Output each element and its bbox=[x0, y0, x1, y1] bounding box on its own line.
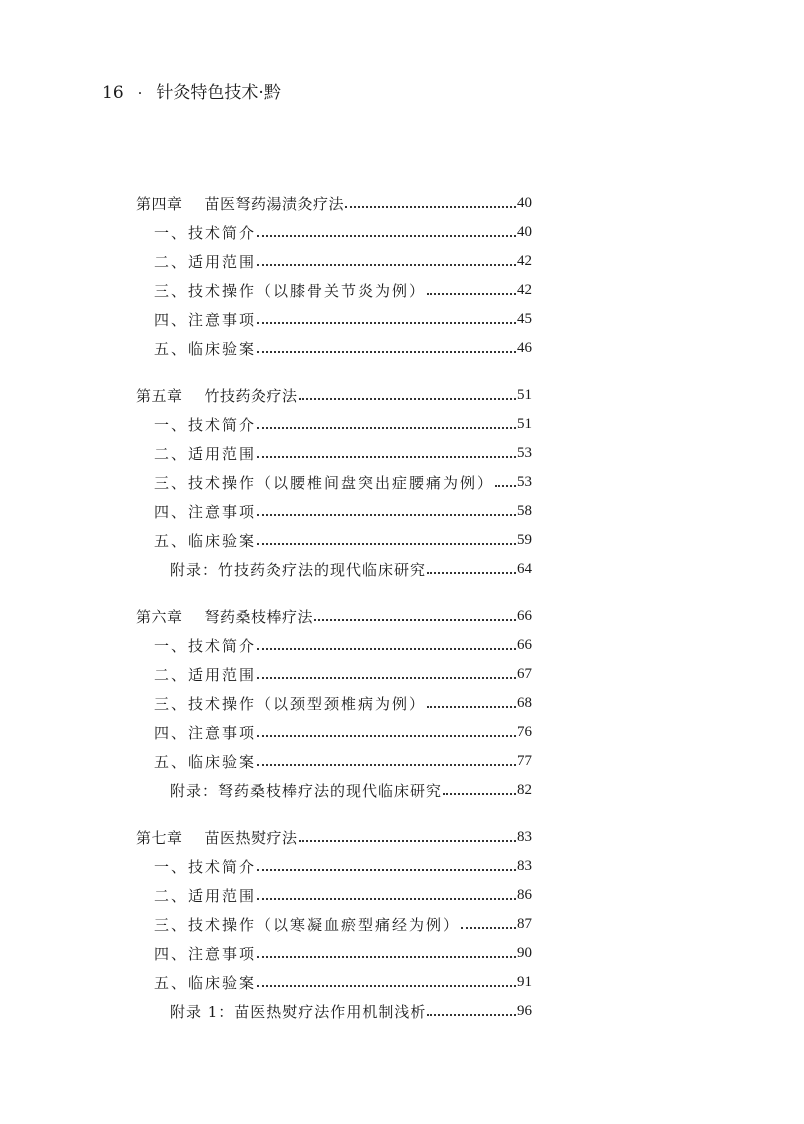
header-page-number: 16 bbox=[102, 83, 124, 103]
toc-page-number: 66 bbox=[517, 637, 532, 653]
dot-leader bbox=[257, 955, 516, 958]
dot-leader bbox=[427, 705, 516, 708]
toc-chapter-entry[interactable] bbox=[136, 823, 532, 852]
toc-section-entry[interactable] bbox=[136, 689, 532, 718]
dot-leader bbox=[257, 647, 516, 650]
toc-section-entry[interactable] bbox=[136, 439, 532, 468]
toc-entry-title: 二、适用范围 bbox=[154, 666, 257, 684]
toc-section-entry[interactable] bbox=[136, 276, 532, 305]
toc-chapter-name: 苗医弩药湯渍灸疗法 bbox=[204, 195, 345, 213]
dot-leader bbox=[257, 350, 516, 353]
toc-page-number: 40 bbox=[517, 224, 532, 240]
toc-entry-title: 三、技术操作（以膝骨关节炎为例） bbox=[154, 282, 427, 300]
dot-leader bbox=[257, 426, 516, 429]
toc-chapter-name: 苗医热熨疗法 bbox=[204, 829, 298, 847]
dot-leader bbox=[443, 792, 516, 795]
toc-section-entry[interactable] bbox=[136, 747, 532, 776]
toc-entry-title: 一、技术简介 bbox=[154, 416, 257, 434]
toc-section-entry[interactable] bbox=[136, 718, 532, 747]
toc-chapter-name: 竹技药灸疗法 bbox=[204, 387, 298, 405]
toc-section-entry[interactable] bbox=[136, 410, 532, 439]
toc-entry-title: 一、技术简介 bbox=[154, 224, 257, 242]
toc-section-entry[interactable] bbox=[136, 939, 532, 968]
dot-leader bbox=[299, 839, 516, 842]
toc-entry-title: 五、临床验案 bbox=[154, 340, 257, 358]
dot-leader bbox=[427, 571, 516, 574]
toc-page-number: 53 bbox=[517, 445, 532, 461]
toc-page-number: 51 bbox=[517, 416, 532, 432]
dot-leader bbox=[257, 734, 516, 737]
toc-page-number: 90 bbox=[517, 945, 532, 961]
toc-entry-title: 五、临床验案 bbox=[154, 532, 257, 550]
toc-chapter bbox=[136, 189, 532, 363]
dot-leader bbox=[257, 263, 516, 266]
toc-chapter-number: 第七章 bbox=[136, 829, 183, 847]
toc-section-entry[interactable] bbox=[136, 881, 532, 910]
toc-entry-title: 三、技术操作（以腰椎间盘突出症腰痛为例） bbox=[154, 474, 495, 492]
toc-entry-title: 二、适用范围 bbox=[154, 253, 257, 271]
dot-leader bbox=[299, 397, 516, 400]
dot-leader bbox=[345, 205, 516, 208]
toc-page-number: 58 bbox=[517, 503, 532, 519]
dot-leader bbox=[314, 618, 516, 621]
toc-appendix-entry[interactable] bbox=[136, 555, 532, 584]
toc-chapter bbox=[136, 823, 532, 1026]
toc-entry-title: 五、临床验案 bbox=[154, 974, 257, 992]
toc-entry-title: 四、注意事项 bbox=[154, 503, 257, 521]
toc-chapter bbox=[136, 602, 532, 805]
toc-page-number: 42 bbox=[517, 253, 532, 269]
toc-page-number: 64 bbox=[517, 561, 532, 577]
toc-section-entry[interactable] bbox=[136, 852, 532, 881]
toc-chapter-number: 第四章 bbox=[136, 195, 183, 213]
toc-entry-title: 附录：弩药桑枝棒疗法的现代临床研究 bbox=[170, 782, 443, 800]
toc-page-number: 53 bbox=[517, 474, 532, 490]
toc-page-number: 82 bbox=[517, 782, 532, 798]
dot-leader bbox=[257, 542, 516, 545]
toc-page-number: 67 bbox=[517, 666, 532, 682]
toc-chapter-number: 第五章 bbox=[136, 387, 183, 405]
toc-section-entry[interactable] bbox=[136, 305, 532, 334]
toc-page-number: 86 bbox=[517, 887, 532, 903]
dot-leader bbox=[257, 897, 516, 900]
toc-page-number: 76 bbox=[517, 724, 532, 740]
dot-leader bbox=[257, 455, 516, 458]
toc-entry-title: 四、注意事项 bbox=[154, 311, 257, 329]
toc-entry-title: 一、技术简介 bbox=[154, 858, 257, 876]
toc-entry-title: 二、适用范围 bbox=[154, 887, 257, 905]
toc-section-entry[interactable] bbox=[136, 334, 532, 363]
toc-page-number: 42 bbox=[517, 282, 532, 298]
dot-leader bbox=[427, 1013, 516, 1016]
toc-appendix-entry[interactable] bbox=[136, 997, 532, 1026]
dot-leader bbox=[257, 984, 516, 987]
dot-leader bbox=[257, 676, 516, 679]
toc-entry-title: 附录：竹技药灸疗法的现代临床研究 bbox=[170, 561, 427, 579]
toc-chapter-title bbox=[136, 606, 313, 627]
toc-page-number: 59 bbox=[517, 532, 532, 548]
table-of-contents bbox=[136, 189, 532, 1044]
toc-chapter-entry[interactable] bbox=[136, 602, 532, 631]
toc-chapter-entry[interactable] bbox=[136, 189, 532, 218]
toc-section-entry[interactable] bbox=[136, 526, 532, 555]
toc-section-entry[interactable] bbox=[136, 468, 532, 497]
toc-page-number: 91 bbox=[517, 974, 532, 990]
toc-chapter-title bbox=[136, 827, 298, 848]
toc-entry-title: 一、技术简介 bbox=[154, 637, 257, 655]
toc-section-entry[interactable] bbox=[136, 218, 532, 247]
toc-page-number: 46 bbox=[517, 340, 532, 356]
toc-chapter-title bbox=[136, 193, 344, 214]
toc-entry-title: 五、临床验案 bbox=[154, 753, 257, 771]
toc-entry-title: 二、适用范围 bbox=[154, 445, 257, 463]
dot-leader bbox=[257, 321, 516, 324]
toc-page-number: 96 bbox=[517, 1003, 532, 1019]
toc-page-number: 45 bbox=[517, 311, 532, 327]
toc-section-entry[interactable] bbox=[136, 910, 532, 939]
toc-page-number: 83 bbox=[517, 858, 532, 874]
dot-leader bbox=[495, 484, 516, 487]
toc-appendix-entry[interactable] bbox=[136, 776, 532, 805]
toc-entry-title: 四、注意事项 bbox=[154, 945, 257, 963]
toc-page-number: 40 bbox=[517, 195, 532, 211]
toc-chapter bbox=[136, 381, 532, 584]
toc-chapter-name: 弩药桑枝棒疗法 bbox=[204, 608, 314, 626]
toc-entry-title: 三、技术操作（以寒凝血瘀型痛经为例） bbox=[154, 916, 461, 934]
dot-leader bbox=[461, 926, 516, 929]
dot-leader bbox=[257, 763, 516, 766]
dot-leader bbox=[257, 513, 516, 516]
toc-chapter-entry[interactable] bbox=[136, 381, 532, 410]
toc-chapter-number: 第六章 bbox=[136, 608, 183, 626]
toc-chapter-title bbox=[136, 385, 298, 406]
header-book-title: 针灸特色技术·黔 bbox=[156, 83, 281, 103]
toc-entry-title: 四、注意事项 bbox=[154, 724, 257, 742]
toc-section-entry[interactable] bbox=[136, 497, 532, 526]
toc-page-number: 51 bbox=[517, 387, 532, 403]
dot-leader bbox=[257, 234, 516, 237]
header-separator: · bbox=[137, 84, 143, 102]
dot-leader bbox=[257, 868, 516, 871]
toc-entry-title: 附录 1：苗医热熨疗法作用机制浅析 bbox=[170, 1003, 427, 1021]
toc-section-entry[interactable] bbox=[136, 968, 532, 997]
toc-section-entry[interactable] bbox=[136, 631, 532, 660]
toc-page-number: 66 bbox=[517, 608, 532, 624]
toc-page-number: 83 bbox=[517, 829, 532, 845]
toc-section-entry[interactable] bbox=[136, 247, 532, 276]
toc-page-number: 87 bbox=[517, 916, 532, 932]
toc-section-entry[interactable] bbox=[136, 660, 532, 689]
running-header bbox=[102, 78, 281, 103]
toc-page-number: 77 bbox=[517, 753, 532, 769]
dot-leader bbox=[427, 292, 516, 295]
toc-entry-title: 三、技术操作（以颈型颈椎病为例） bbox=[154, 695, 427, 713]
toc-page-number: 68 bbox=[517, 695, 532, 711]
